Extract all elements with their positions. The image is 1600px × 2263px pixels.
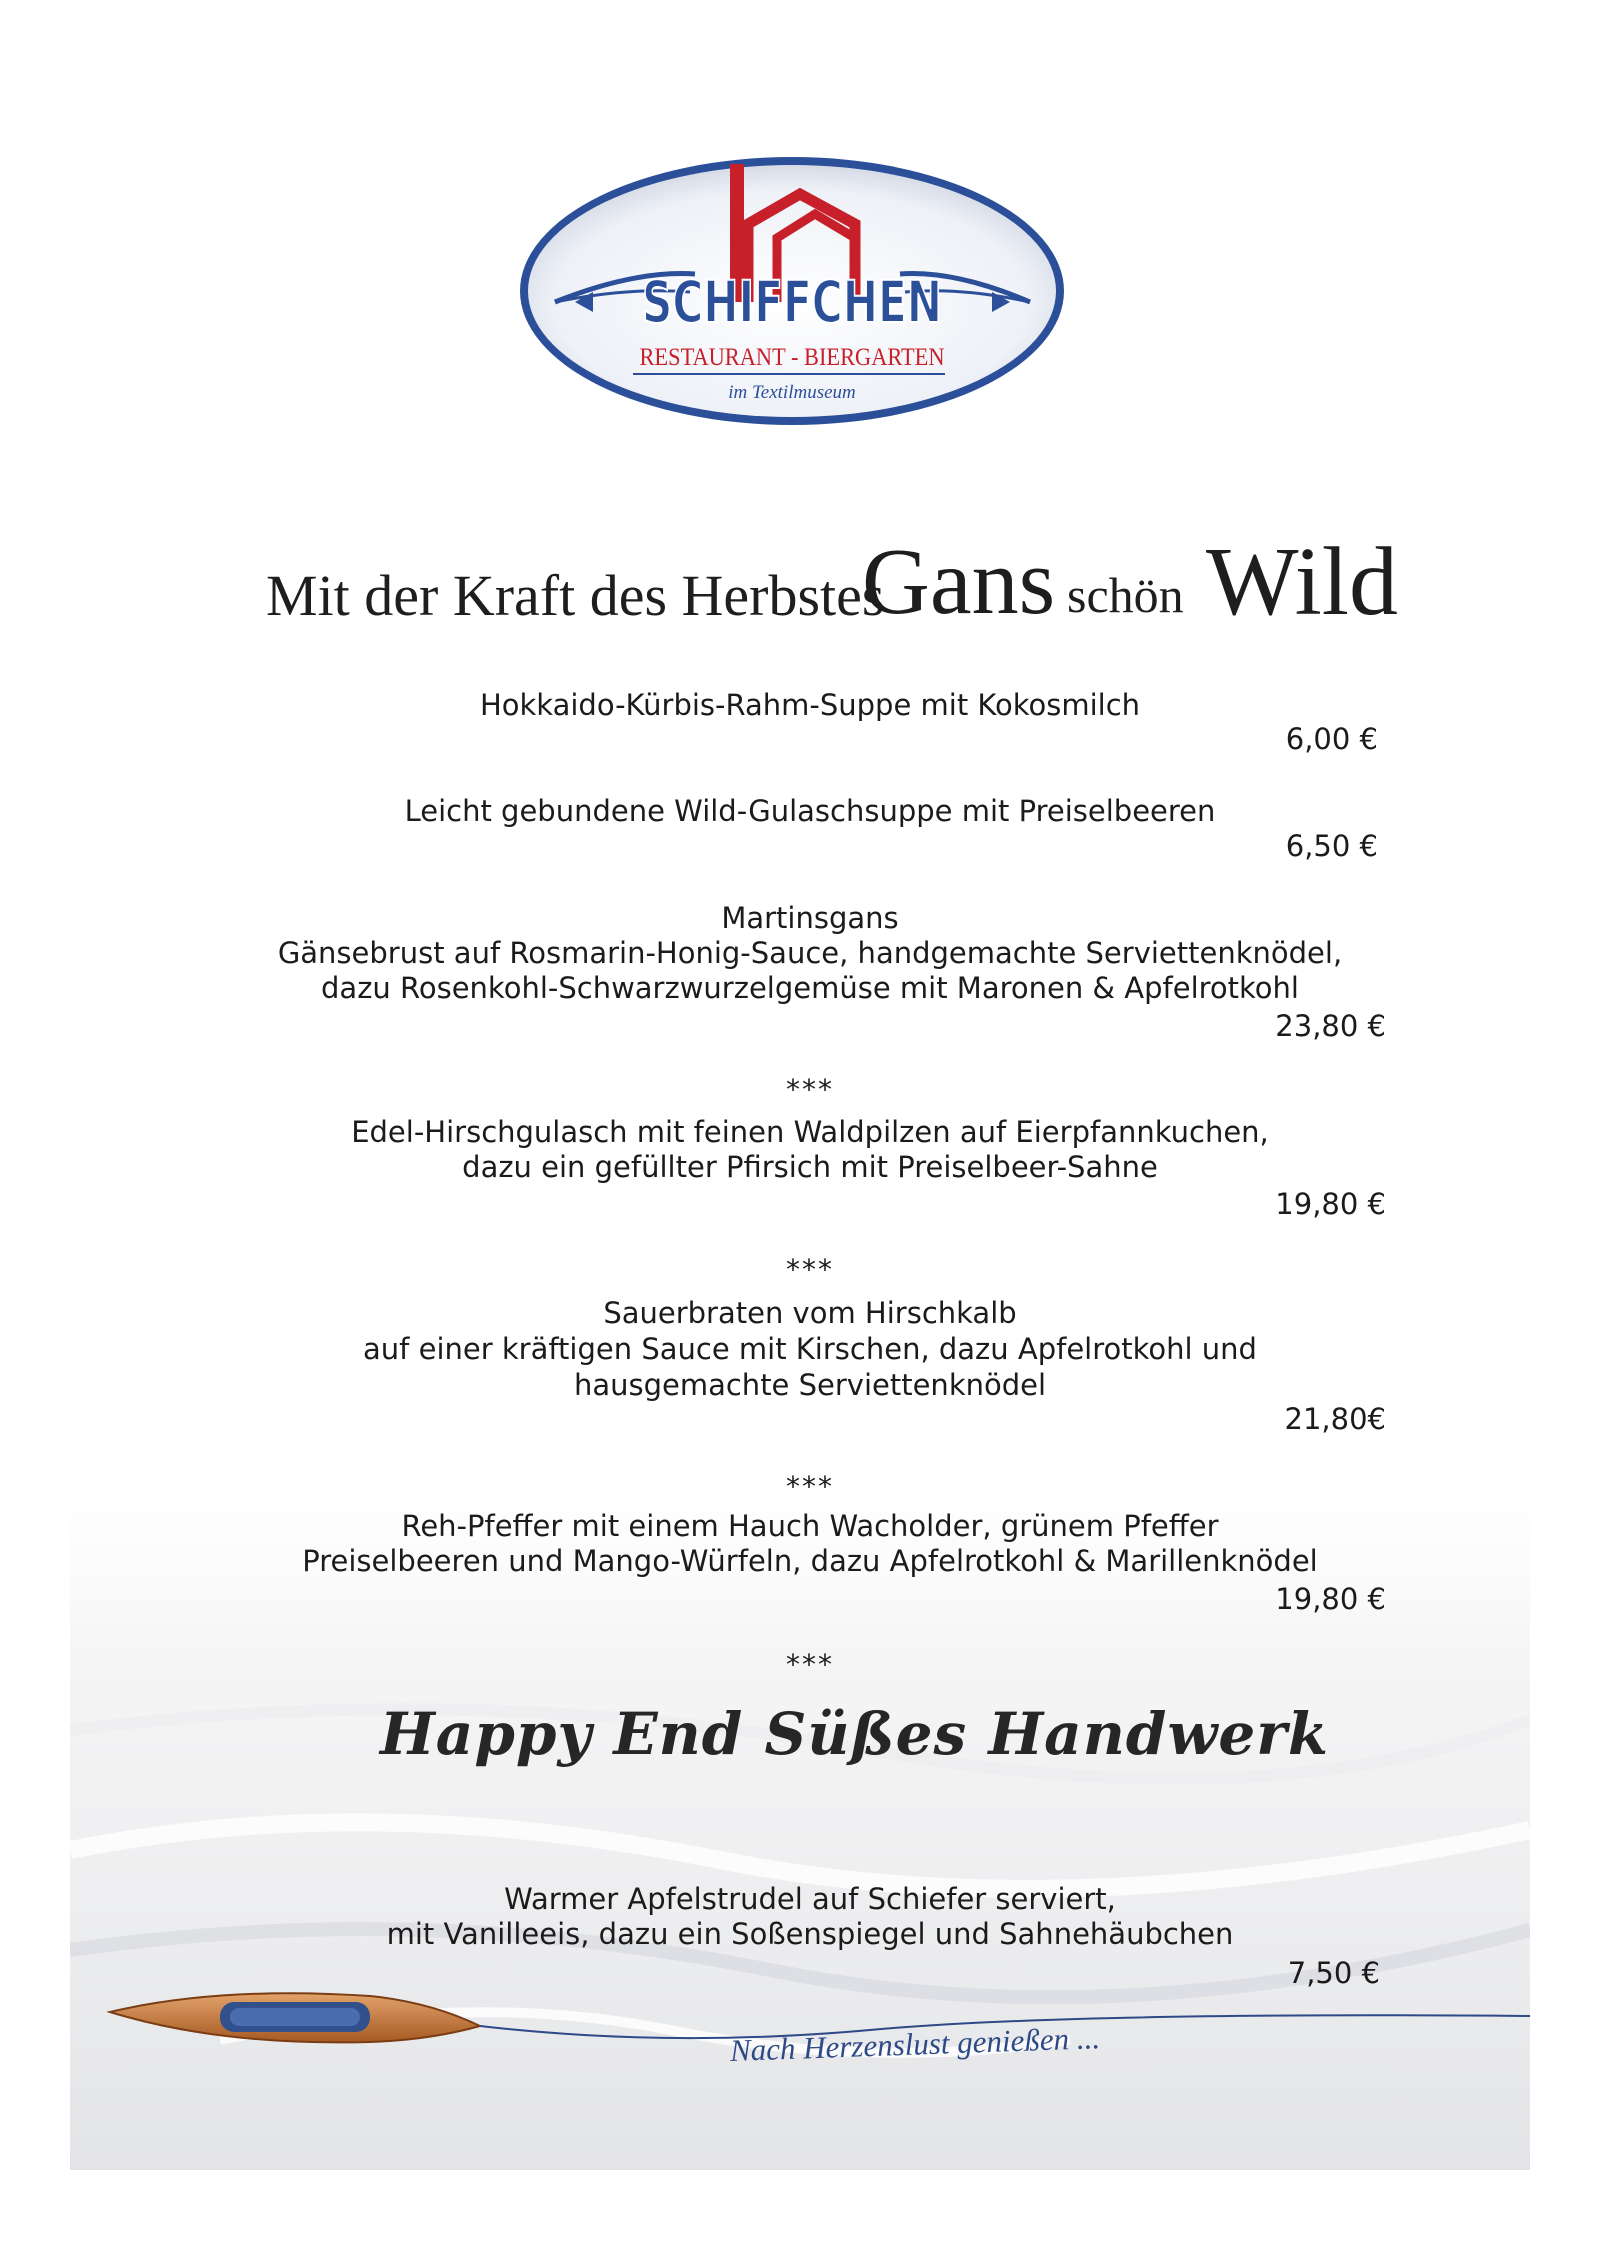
logo-line1: RESTAURANT - BIERGARTEN <box>639 344 945 371</box>
separator: *** <box>786 1073 834 1106</box>
headline-part2: Gans <box>862 530 1056 634</box>
item4-price: 19,80 € <box>1275 1187 1386 1221</box>
dessert-price: 7,50 € <box>1287 1956 1380 1990</box>
dessert-line1: Warmer Apfelstrudel auf Schiefer serviert, <box>504 1882 1116 1916</box>
separator: *** <box>786 1648 834 1681</box>
separator: *** <box>786 1470 834 1503</box>
item1-line1: Hokkaido-Kürbis-Rahm-Suppe mit Kokosmilch <box>479 688 1141 722</box>
menu-headline <box>0 520 1600 636</box>
item3-line2: Gänsebrust auf Rosmarin-Honig-Sauce, handgemachte Serviettenknödel, <box>277 936 1343 970</box>
logo-line2: im Textilmuseum <box>728 382 856 403</box>
item5-line3: hausgemachte Serviettenknödel <box>573 1368 1047 1402</box>
item5-price: 21,80€ <box>1284 1402 1386 1436</box>
separator: *** <box>786 1253 834 1286</box>
logo-name: SCHIFFCHEN <box>642 268 942 336</box>
item1-price: 6,00 € <box>1285 722 1378 756</box>
item5-line1: Sauerbraten vom Hirschkalb <box>603 1296 1017 1330</box>
item3-line1: Martinsgans <box>721 901 899 935</box>
item4-line1: Edel-Hirschgulasch mit feinen Waldpilzen auf Eierpfannkuchen, <box>351 1115 1269 1149</box>
item3-line3: dazu Rosenkohl-Schwarzwurzelgemüse mit Maronen & Apfelrotkohl <box>321 971 1299 1005</box>
footer-tagline: Nach Herzenslust genießen ... <box>729 2020 1101 2068</box>
item2-line1: Leicht gebundene Wild-Gulaschsuppe mit Preiselbeeren <box>404 794 1216 828</box>
dessert-line2: mit Vanilleeis, dazu ein Soßenspiegel und Sahnehäubchen <box>386 1917 1234 1951</box>
item5-line2: auf einer kräftigen Sauce mit Kirschen, dazu Apfelrotkohl und <box>363 1332 1257 1366</box>
item6-price: 19,80 € <box>1275 1582 1386 1616</box>
dessert-title: Happy End Süßes Handwerk <box>380 1700 1330 1768</box>
logo-emblem <box>515 152 1070 430</box>
headline-part3: schön <box>1067 567 1184 623</box>
headline-part4: Wild <box>1206 528 1399 636</box>
headline-part1: Mit der Kraft des Herbstes <box>266 563 885 628</box>
item3-price: 23,80 € <box>1275 1009 1386 1043</box>
item2-price: 6,50 € <box>1285 829 1378 863</box>
item4-line2: dazu ein gefüllter Pfirsich mit Preiselbeer-Sahne <box>462 1150 1158 1184</box>
item6-line1: Reh-Pfeffer mit einem Hauch Wacholder, grünem Pfeffer <box>401 1509 1219 1543</box>
item6-line2: Preiselbeeren und Mango-Würfeln, dazu Apfelrotkohl & Marillenknödel <box>302 1544 1318 1578</box>
restaurant-logo <box>515 152 1070 430</box>
